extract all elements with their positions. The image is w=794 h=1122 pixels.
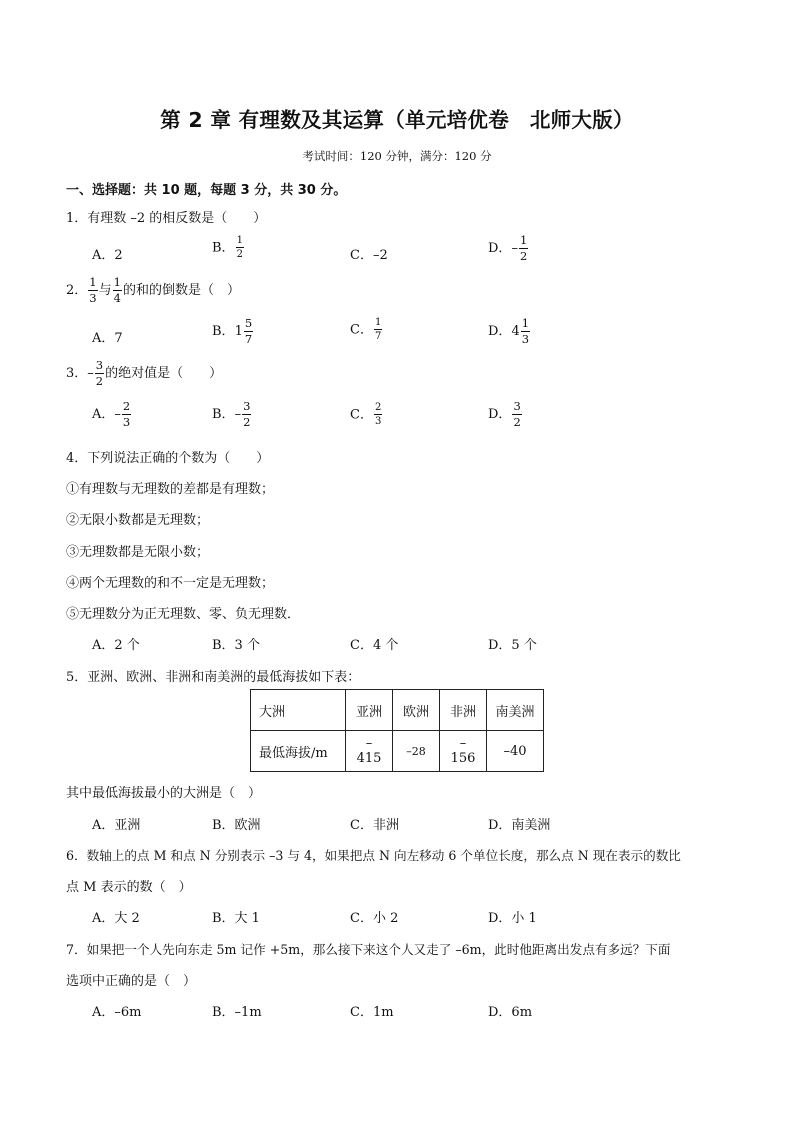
table-cell: –156: [440, 731, 487, 772]
q7-option-d: D．6m: [488, 1005, 533, 1020]
table-row: [251, 690, 544, 731]
question-1-stem: 1．有理数 –2 的相反数是（ ）: [66, 211, 267, 226]
page-title: 第 2 章 有理数及其运算（单元培优卷 北师大版）: [160, 108, 634, 132]
q2-option-b: B．1 $\frac{5}{7}$: [212, 316, 253, 346]
q3-option-b: B．– $\frac{3}{2}$: [212, 399, 251, 429]
question-2-stem: 2． $\frac{1}{3}$ 与 $\frac{1}{4}$ 的和的倒数是（ ）: [66, 275, 240, 305]
question-5-stem: 5．亚洲、欧洲、非洲和南美洲的最低海拔如下表：: [66, 670, 361, 685]
exam-info: 考试时间：120 分钟，满分：120 分: [302, 149, 492, 163]
q5-option-b: B．欧洲: [212, 818, 261, 833]
q5-option-d: D．南美洲: [488, 818, 551, 833]
q4-statement-2: ②无限小数都是无理数；: [66, 513, 210, 528]
question-7-line-2: 选项中正确的是（ ）: [66, 974, 197, 989]
q6-option-a: A．大 2: [92, 911, 140, 926]
q2-option-a: A．7: [92, 331, 123, 346]
q4-option-b: B．3 个: [212, 638, 260, 653]
q4-statement-5: ⑤无理数分为正无理数、零、负无理数．: [66, 607, 301, 622]
q7-option-a: A．–6m: [92, 1005, 142, 1020]
q1-option-a: A．2: [92, 248, 123, 263]
question-3-stem: 3．– $\frac{3}{2}$ 的绝对值是（ ）: [66, 358, 223, 388]
table-cell: 非洲: [440, 690, 487, 731]
q1-option-d: D．– $\frac{1}{2}$: [488, 233, 528, 263]
table-cell: –40: [487, 731, 544, 772]
table-cell: 最低海拔/m: [251, 731, 346, 772]
q6-option-d: D．小 1: [488, 911, 537, 926]
q5-option-c: C．非洲: [350, 818, 399, 833]
q6-option-c: C．小 2: [350, 911, 399, 926]
table-cell: 亚洲: [346, 690, 393, 731]
table-cell: 欧洲: [393, 690, 440, 731]
question-6-line-1: 6．数轴上的点 M 和点 N 分别表示 –3 与 4，如果把点 N 向左移动 6 个单位长度，那么点 N 现在表示的数比: [66, 848, 681, 863]
q5-follow-up: 其中最低海拔最小的大洲是（ ）: [66, 786, 262, 801]
table-cell: –28: [393, 731, 440, 772]
table-cell: 大洲: [251, 690, 346, 731]
q7-option-b: B．–1m: [212, 1005, 262, 1020]
table-cell: –415: [346, 731, 393, 772]
q2-option-d: D．4 $\frac{1}{3}$: [488, 316, 530, 346]
q4-statement-4: ④两个无理数的和不一定是无理数；: [66, 576, 275, 591]
q3-option-d: D． $\frac{3}{2}$: [488, 399, 521, 429]
table-row: [251, 731, 544, 772]
table-cell: 南美洲: [487, 690, 544, 731]
question-4-stem: 4．下列说法正确的个数为（ ）: [66, 451, 270, 466]
q7-option-c: C．1m: [350, 1005, 394, 1020]
q1-option-b: B． $\frac{1}{2}$: [212, 235, 243, 260]
q4-option-d: D．5 个: [488, 638, 537, 653]
q1-option-c: C．–2: [350, 248, 388, 263]
q3-option-c: C． $\frac{2}{3}$: [350, 402, 382, 427]
altitude-table: [250, 689, 544, 772]
question-6-line-2: 点 M 表示的数（ ）: [66, 880, 192, 895]
q3-option-a: A．– $\frac{2}{3}$: [92, 399, 131, 429]
q4-statement-3: ③无理数都是无限小数；: [66, 545, 210, 560]
q5-option-a: A．亚洲: [92, 818, 141, 833]
q4-option-c: C．4 个: [350, 638, 399, 653]
q6-option-b: B．大 1: [212, 911, 260, 926]
q2-option-c: C． $\frac{1}{7}$: [350, 317, 382, 342]
question-7-line-1: 7．如果把一个人先向东走 5m 记作 +5m，那么接下来这个人又走了 –6m，此时他距离出发点有多远？下面: [66, 942, 671, 957]
q4-option-a: A．2 个: [92, 638, 140, 653]
section-heading: 一、选择题：共 10 题，每题 3 分，共 30 分。: [66, 183, 347, 198]
q4-statement-1: ①有理数与无理数的差都是有理数；: [66, 482, 275, 497]
